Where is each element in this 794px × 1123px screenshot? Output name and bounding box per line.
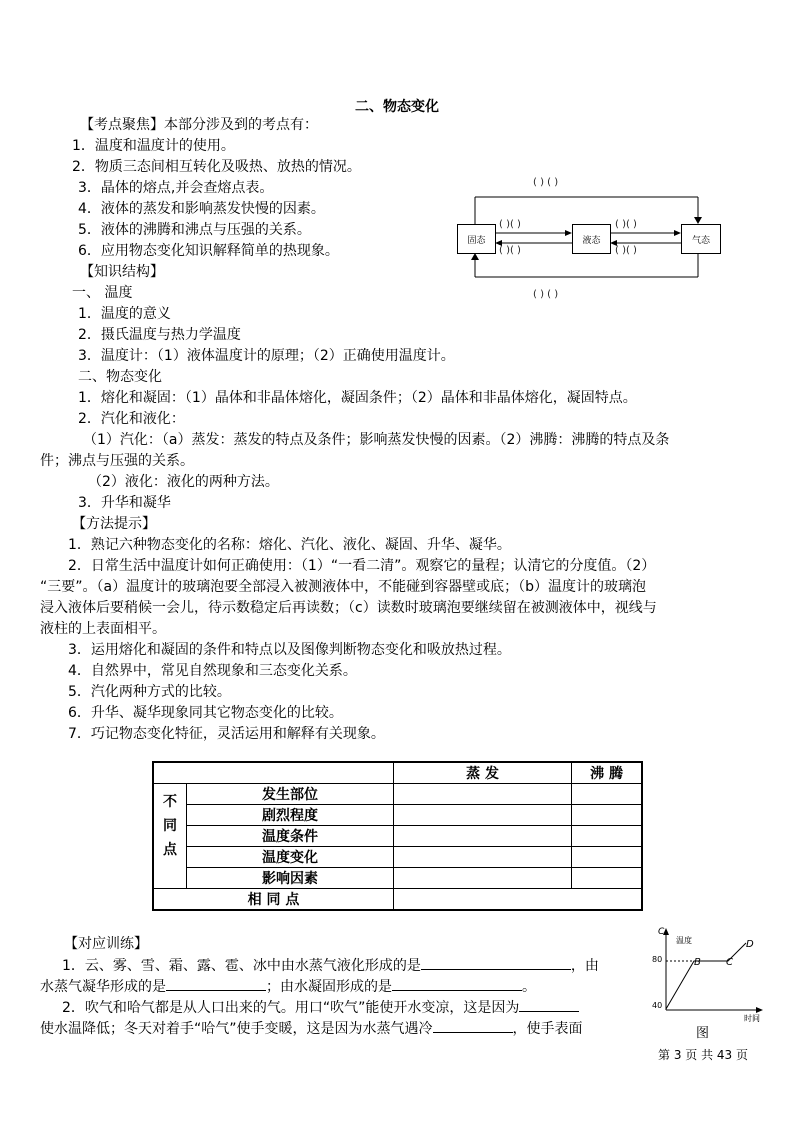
question-text: ，使手表面 <box>512 1021 583 1037</box>
tick-label: 80 <box>652 955 663 964</box>
structure-line: （2）液化：液化的两种方法。 <box>88 474 279 490</box>
question-text: 水蒸气凝华形成的是 <box>40 979 166 995</box>
graph-caption: 图 <box>696 1026 710 1041</box>
structure-line: （1）汽化：（a）蒸发：蒸发的特点及条件；影响蒸发快慢的因素。（2）沸腾：沸腾的特点及条 <box>83 432 670 448</box>
point-label: C <box>726 957 733 968</box>
structure-line: 2．摄氏温度与热力学温度 <box>78 327 241 343</box>
table-cell <box>153 868 187 889</box>
answer-blank[interactable] <box>421 969 571 970</box>
row-label: 温度条件 <box>187 826 394 847</box>
answer-blank[interactable] <box>166 990 266 991</box>
question-text: 。 <box>522 979 536 995</box>
table-cell <box>572 826 642 847</box>
structure-line: 1．熔化和凝固：（1）晶体和非晶体熔化，凝固条件；（2）晶体和非晶体熔化，凝固特点。 <box>78 390 637 406</box>
same-label: 相 同 点 <box>153 889 394 911</box>
tick-label: 40 <box>652 1001 663 1010</box>
focus-item: 4．液体的蒸发和影响蒸发快慢的因素。 <box>78 201 325 217</box>
question-text: ；由水凝固形成的是 <box>266 979 392 995</box>
table-row <box>153 868 642 889</box>
focus-item: 2．物质三态间相互转化及吸热、放热的情况。 <box>72 159 361 175</box>
structure-line: 二、物态变化 <box>78 369 162 385</box>
table-cell <box>394 889 642 911</box>
paren-mid: ( )( ) <box>499 219 521 230</box>
question-2-cont <box>40 1019 583 1039</box>
state-solid: 固态 <box>457 224 496 254</box>
question-1 <box>62 956 599 976</box>
structure-line: 1．温度的意义 <box>78 306 171 322</box>
table-row <box>153 826 642 847</box>
focus-item: 6．应用物态变化知识解释简单的热现象。 <box>78 243 339 259</box>
paren-mid: ( )( ) <box>615 245 637 256</box>
method-line: 4．自然界中，常见自然现象和三态变化关系。 <box>68 663 357 679</box>
answer-blank[interactable] <box>392 990 522 991</box>
point-label: B <box>694 957 701 968</box>
table-corner-cell <box>153 762 394 784</box>
header-boiling: 沸 腾 <box>572 762 642 784</box>
table-row <box>153 805 642 826</box>
structure-line: 一、 温度 <box>72 285 133 301</box>
row-label: 剧烈程度 <box>187 805 394 826</box>
state-liquid: 液态 <box>572 224 611 254</box>
state-change-diagram <box>455 175 735 305</box>
table-cell <box>394 826 572 847</box>
question-text: 使水温降低；冬天对着手“哈气”使手变暖，这是因为水蒸气遇冷 <box>40 1021 433 1037</box>
table-cell <box>394 805 572 826</box>
paren-mid: ( )( ) <box>499 245 521 256</box>
method-line: 液柱的上表面相平。 <box>40 621 166 637</box>
method-line: 2．日常生活中温度计如何正确使用：（1）“一看二清”。观察它的量程；认清它的分度值。（2） <box>68 558 656 574</box>
structure-line: 3．温度计：（1）液体温度计的原理；（2）正确使用温度计。 <box>78 348 455 364</box>
table-row <box>153 889 642 911</box>
state-gas: 气态 <box>681 224 721 254</box>
group-label-char: 同 <box>163 817 177 834</box>
question-text: 2．吹气和哈气都是从人口出来的气。用口“吹气”能使开水变凉，这是因为 <box>62 1000 520 1016</box>
structure-line: 2．汽化和液化： <box>78 411 185 427</box>
paren-mid: ( )( ) <box>615 219 637 230</box>
focus-item: 3．晶体的熔点,并会查熔点表。 <box>78 180 274 196</box>
focus-heading: 【考点聚焦】本部分涉及到的考点有： <box>80 117 318 133</box>
table-row <box>153 847 642 868</box>
table-cell <box>572 847 642 868</box>
method-heading: 【方法提示】 <box>72 516 156 532</box>
method-line: 1．熟记六种物态变化的名称：熔化、汽化、液化、凝固、升华、凝华。 <box>68 537 511 553</box>
focus-item: 5．液体的沸腾和沸点与压强的关系。 <box>78 222 311 238</box>
y-axis-label: 温度 <box>676 936 692 945</box>
focus-item: 1．温度和温度计的使用。 <box>72 138 235 154</box>
y-axis-unit: C <box>658 927 665 937</box>
point-label: D <box>746 939 754 950</box>
table-cell <box>394 868 572 889</box>
group-label-char: 点 <box>163 841 177 858</box>
question-1-cont <box>40 977 536 997</box>
table-cell <box>572 784 642 805</box>
paren-bottom: ( ) ( ) <box>533 289 559 300</box>
answer-blank[interactable] <box>433 1032 513 1033</box>
method-line: “三要”。（a）温度计的玻璃泡要全部浸入被测液体中，不能碰到容器壁或底；（b）温度计的玻璃泡 <box>40 579 646 595</box>
heating-graph <box>646 925 766 1045</box>
table-cell <box>394 847 572 868</box>
table-row <box>153 784 642 805</box>
question-text: 1．云、雾、雪、霜、露、雹、冰中由水蒸气液化形成的是 <box>62 958 421 974</box>
structure-heading: 【知识结构】 <box>80 264 164 280</box>
group-label-cell <box>153 784 187 868</box>
row-label: 影响因素 <box>187 868 394 889</box>
answer-blank[interactable] <box>519 1011 579 1012</box>
table-cell <box>572 805 642 826</box>
row-label: 温度变化 <box>187 847 394 868</box>
row-label: 发生部位 <box>187 784 394 805</box>
table-cell <box>394 784 572 805</box>
table-header-row <box>153 762 642 784</box>
x-axis-label: 时间 <box>744 1014 760 1023</box>
paren-top: ( ) ( ) <box>533 177 559 188</box>
structure-line: 3．升华和凝华 <box>78 495 171 511</box>
table-cell <box>572 868 642 889</box>
question-text: ，由 <box>570 958 599 974</box>
practice-heading: 【对应训练】 <box>64 936 148 952</box>
page-number: 第 3 页 共 43 页 <box>658 1048 748 1062</box>
question-2 <box>62 998 579 1018</box>
group-label-char: 不 <box>163 793 177 810</box>
comparison-table <box>152 761 643 911</box>
method-line: 6．升华、凝华现象同其它物态变化的比较。 <box>68 705 343 721</box>
header-evaporation: 蒸 发 <box>394 762 572 784</box>
page-title: 二、物态变化 <box>355 99 439 115</box>
method-line: 5．汽化两种方式的比较。 <box>68 684 231 700</box>
method-line: 3．运用熔化和凝固的条件和特点以及图像判断物态变化和吸放热过程。 <box>68 642 511 658</box>
method-line: 7．巧记物态变化特征，灵活运用和解释有关现象。 <box>68 726 385 742</box>
method-line: 浸入液体后要稍候一会儿，待示数稳定后再读数；（c）读数时玻璃泡要继续留在被测液体中，视线与 <box>40 600 657 616</box>
structure-line: 件；沸点与压强的关系。 <box>40 453 194 469</box>
